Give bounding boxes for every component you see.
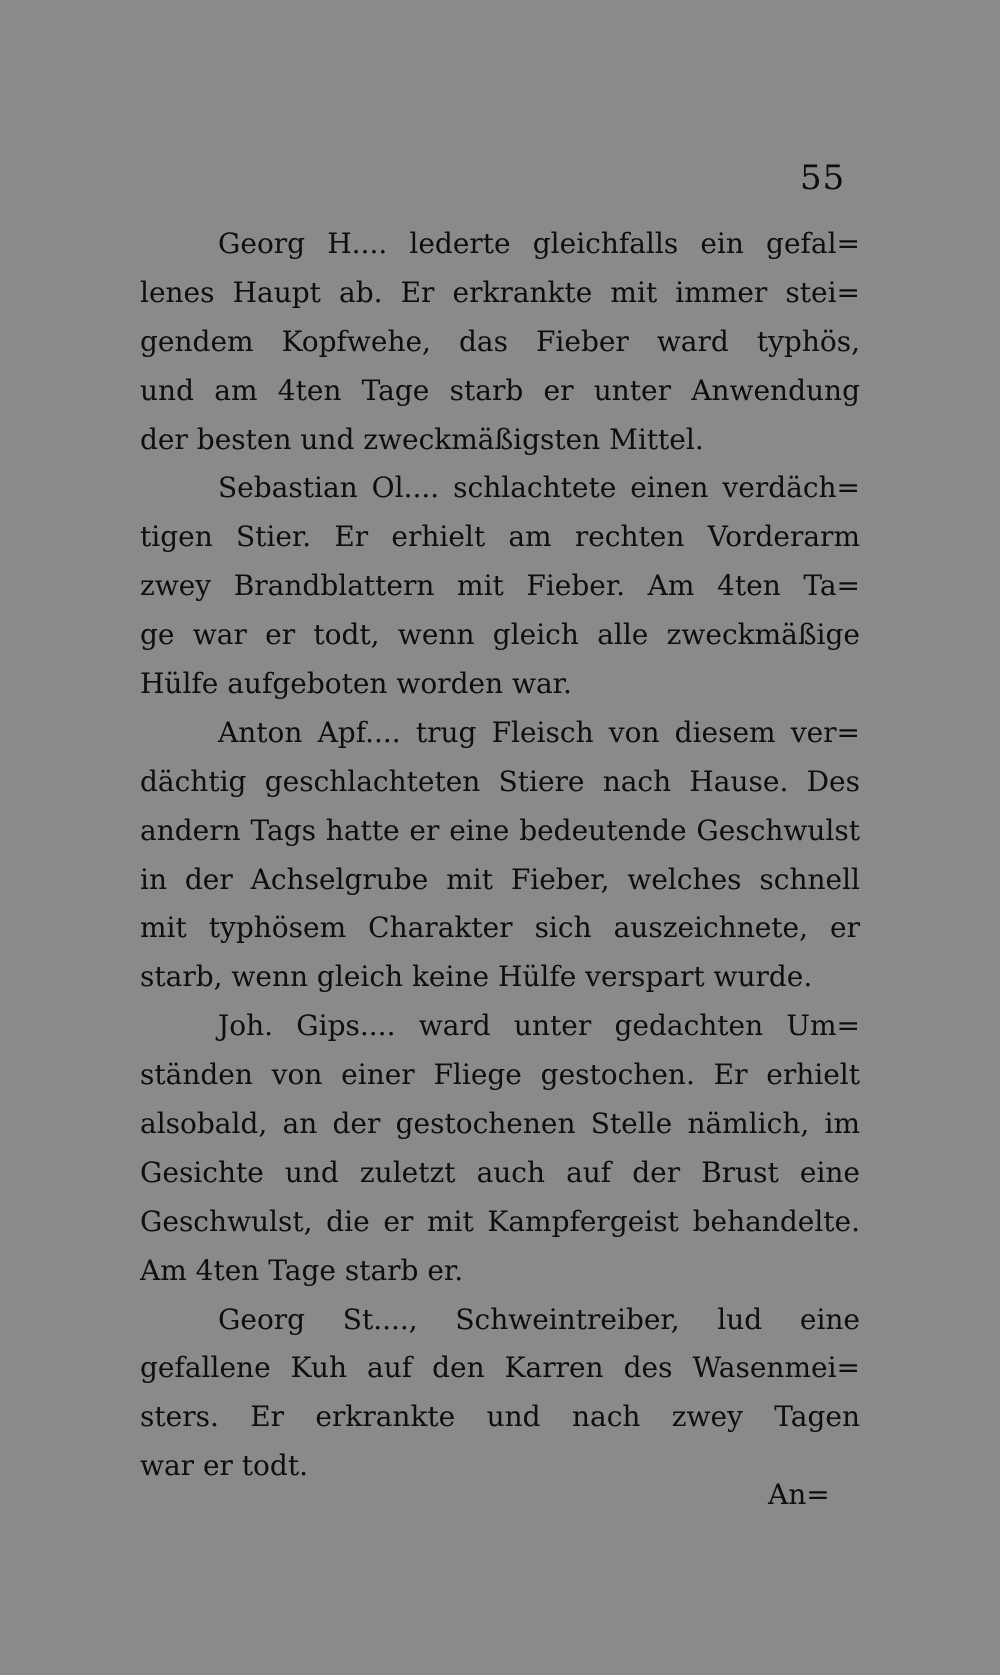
page-number: 55 bbox=[800, 158, 846, 198]
text-line: sters. Er erkrankte und nach zwey Tagen bbox=[140, 1400, 860, 1434]
text-line: Gesichte und zuletzt auch auf der Brust eine bbox=[140, 1155, 860, 1189]
text-line: Sebastian Ol.... schlachtete einen verdäch= bbox=[218, 471, 860, 505]
text-line: gefallene Kuh auf den Karren des Wasenmei= bbox=[140, 1351, 860, 1385]
text-line: gendem Kopfwehe, das Fieber ward typhös, bbox=[140, 324, 860, 358]
text-line: und am 4ten Tage starb er unter Anwendung bbox=[140, 373, 860, 407]
text-line: zwey Brandblattern mit Fieber. Am 4ten Ta= bbox=[140, 569, 860, 603]
text-line: in der Achselgrube mit Fieber, welches schnell bbox=[140, 862, 860, 896]
text-line: Am 4ten Tage starb er. bbox=[140, 1253, 464, 1287]
text-line: Hülfe aufgeboten worden war. bbox=[140, 667, 572, 701]
text-line: Joh. Gips.... ward unter gedachten Um= bbox=[218, 1009, 860, 1043]
text-line: der besten und zweckmäßigsten Mittel. bbox=[140, 422, 704, 456]
text-line: tigen Stier. Er erhielt am rechten Vorderarm bbox=[140, 520, 860, 554]
text-line: andern Tags hatte er eine bedeutende Geschwulst bbox=[140, 813, 860, 847]
text-line: Georg St...., Schweintreiber, lud eine bbox=[218, 1302, 860, 1336]
body-text bbox=[140, 220, 860, 1491]
text-line: ge war er todt, wenn gleich alle zweckmäßige bbox=[140, 618, 860, 652]
text-line: dächtig geschlachteten Stiere nach Hause. Des bbox=[140, 764, 860, 798]
text-line: lenes Haupt ab. Er erkrankte mit immer stei= bbox=[140, 275, 860, 309]
text-line: ständen von einer Fliege gestochen. Er erhielt bbox=[140, 1058, 860, 1092]
text-line: war er todt. bbox=[140, 1449, 308, 1483]
text-line: Anton Apf.... trug Fleisch von diesem ver= bbox=[218, 715, 860, 749]
catchword: An= bbox=[768, 1478, 830, 1511]
text-line: Georg H.... lederte gleichfalls ein gefal= bbox=[218, 227, 860, 260]
text-line: Geschwulst, die er mit Kampfergeist behandelte. bbox=[140, 1204, 860, 1238]
text-line: mit typhösem Charakter sich auszeichnete, er bbox=[140, 911, 860, 945]
text-line: starb, wenn gleich keine Hülfe verspart wurde. bbox=[140, 960, 813, 994]
text-line: alsobald, an der gestochenen Stelle nämlich, im bbox=[140, 1107, 860, 1141]
